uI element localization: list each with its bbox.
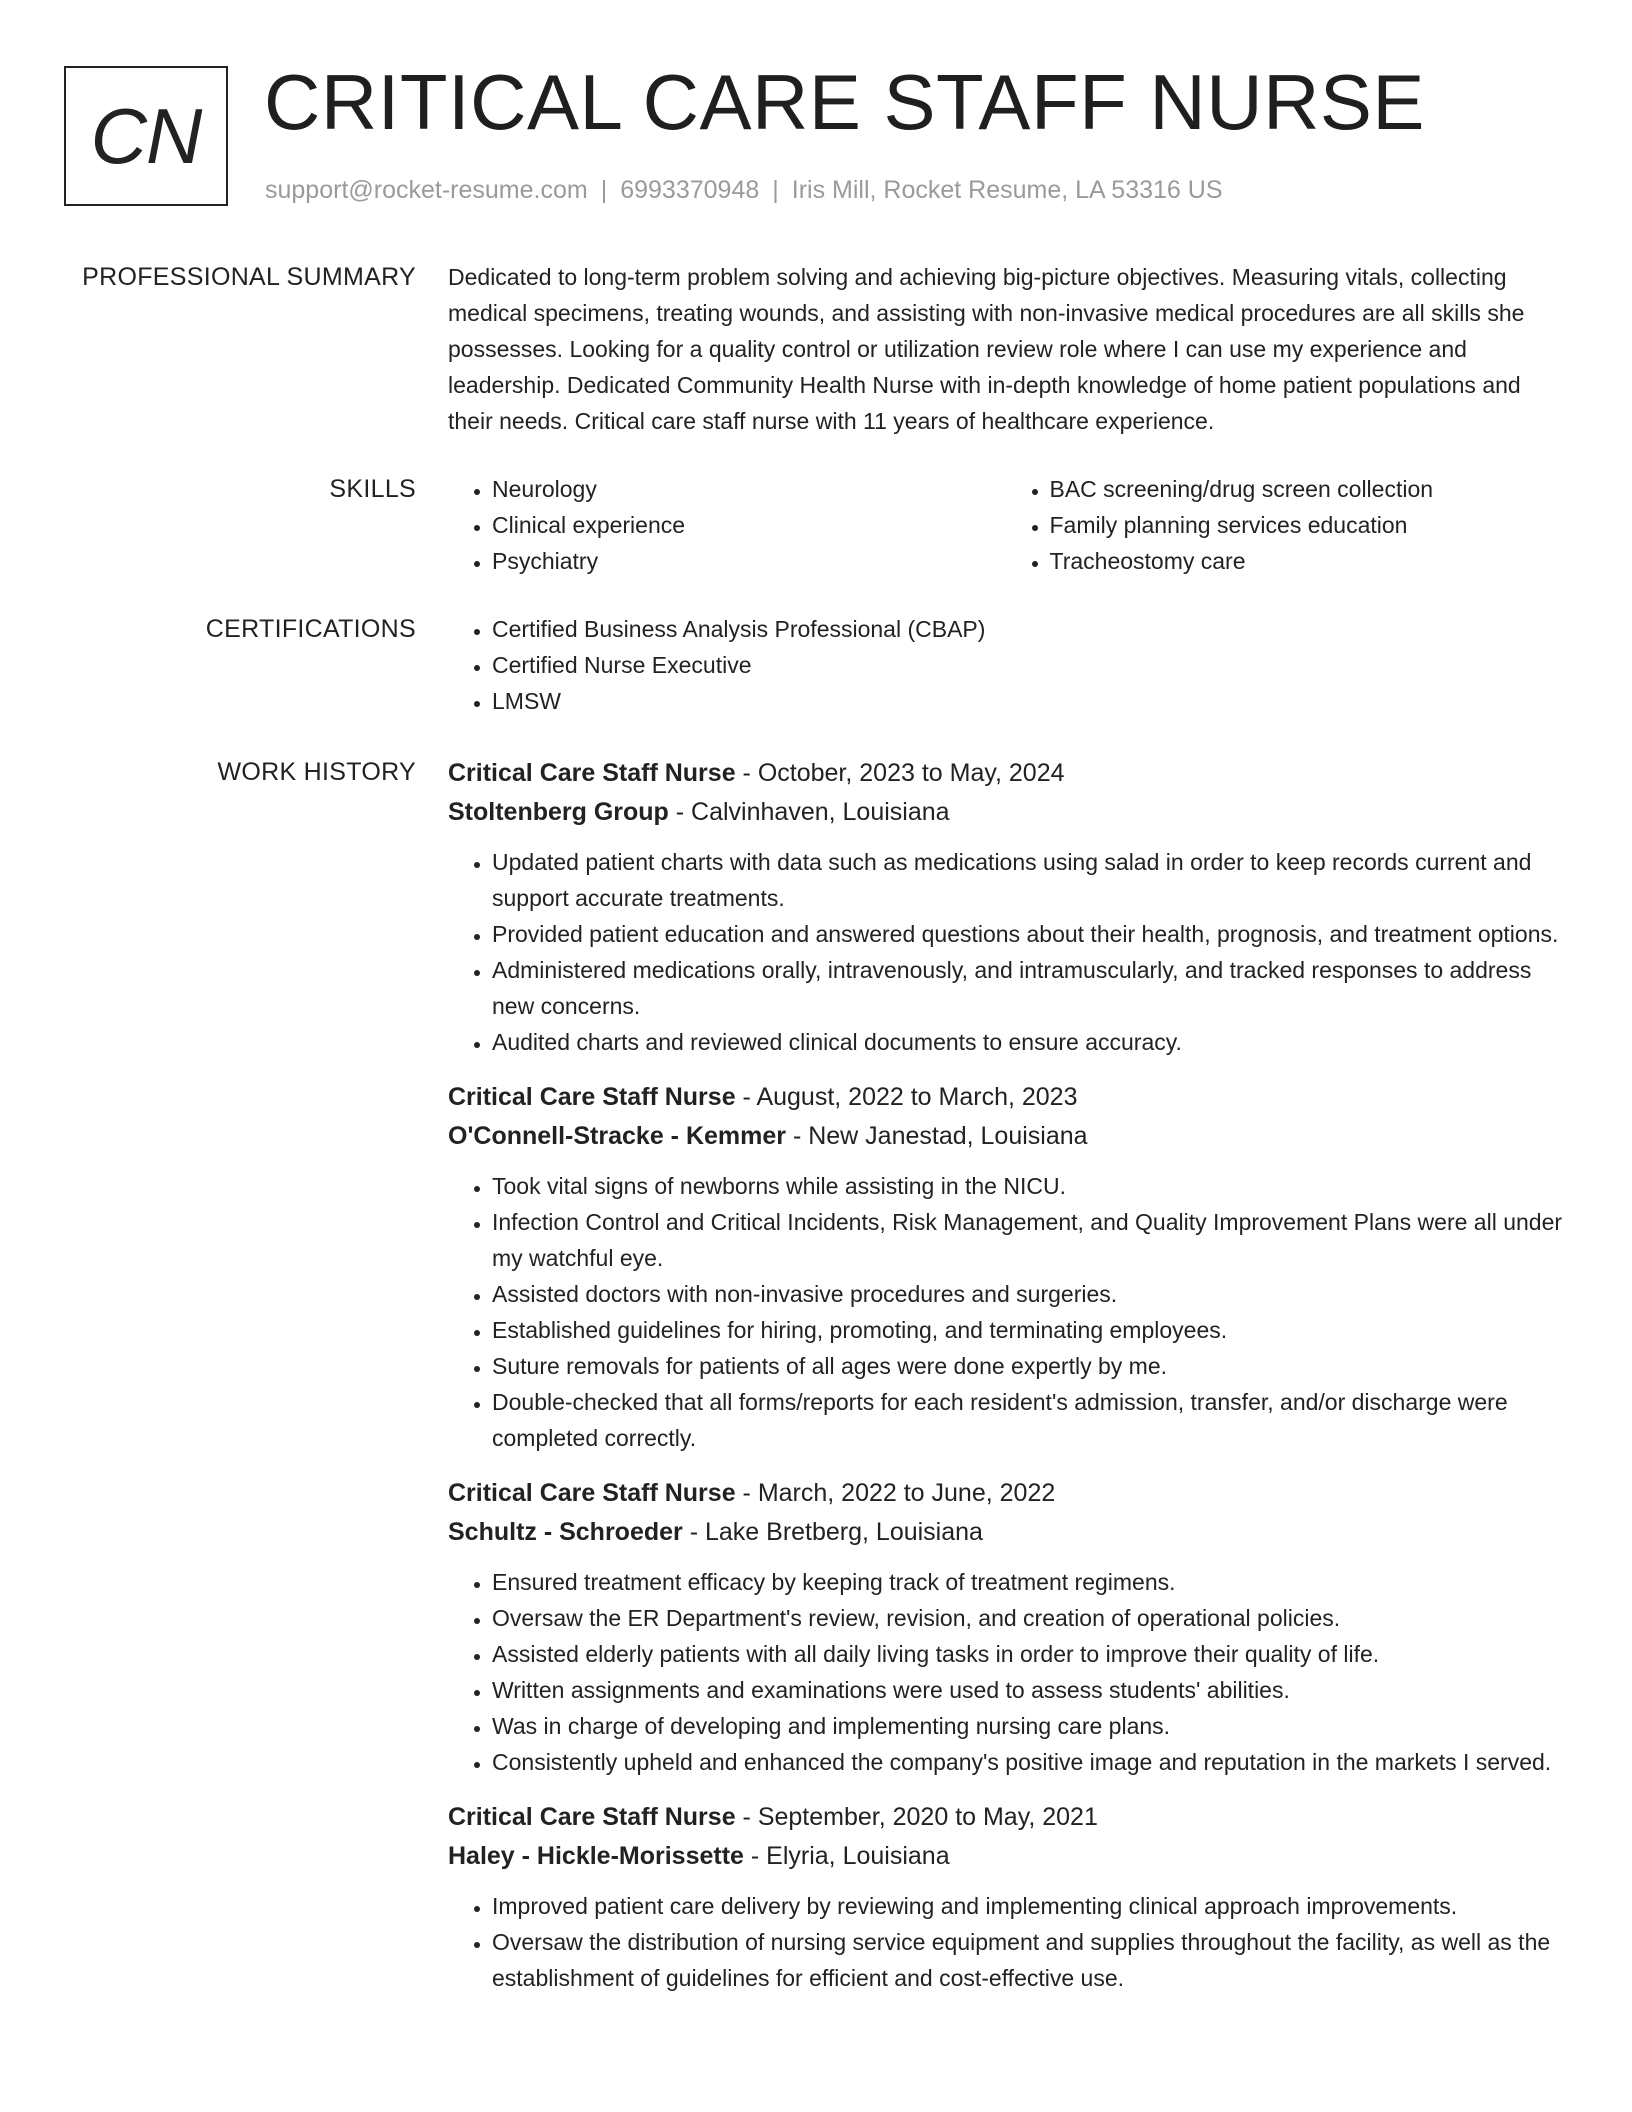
certification-item: • Certified Business Analysis Professional (CBAP) <box>492 611 1563 647</box>
job-bullet: • Oversaw the distribution of nursing service equipment and supplies throughout the facility, as well as the establishment of guidelines for efficient and cost-effective use. <box>492 1924 1563 1996</box>
job-bullet: • Suture removals for patients of all ages were done expertly by me. <box>492 1348 1563 1384</box>
certifications-body <box>448 611 1563 719</box>
skill-item: • Neurology <box>492 471 1006 507</box>
monogram-logo <box>64 66 228 206</box>
skills-list-right <box>1006 471 1564 579</box>
job-entry <box>448 1798 1563 1996</box>
skill-item: • Clinical experience <box>492 507 1006 543</box>
job-company: O'Connell-Stracke - Kemmer <box>448 1122 786 1150</box>
job-title-line <box>448 1474 1563 1513</box>
job-dates: - March, 2022 to June, 2022 <box>735 1479 1056 1507</box>
section-label-skills: SKILLS <box>329 475 416 503</box>
section-label-summary: PROFESSIONAL SUMMARY <box>82 263 416 291</box>
certification-item: • LMSW <box>492 683 1563 719</box>
skills-body <box>448 471 1563 579</box>
section-label-certifications: CERTIFICATIONS <box>205 615 416 643</box>
contact-separator: | <box>600 176 608 204</box>
job-entry <box>448 1474 1563 1780</box>
job-bullet: • Assisted elderly patients with all daily living tasks in order to improve their quality of life. <box>492 1636 1563 1672</box>
contact-email[interactable]: support@rocket-resume.com <box>265 176 588 204</box>
job-bullet: • Assisted doctors with non-invasive procedures and surgeries. <box>492 1276 1563 1312</box>
skill-item: • BAC screening/drug screen collection <box>1050 471 1564 507</box>
certification-item: • Certified Nurse Executive <box>492 647 1563 683</box>
resume-title: CRITICAL CARE STAFF NURSE <box>264 58 1425 146</box>
job-entry <box>448 754 1563 1060</box>
job-company: Haley - Hickle-Morissette <box>448 1842 744 1870</box>
job-location: - Calvinhaven, Louisiana <box>668 798 950 826</box>
job-entry <box>448 1078 1563 1456</box>
work-history-body <box>448 754 1563 2014</box>
job-dates: - October, 2023 to May, 2024 <box>735 759 1065 787</box>
job-bullet: • Improved patient care delivery by reviewing and implementing clinical approach improvements. <box>492 1888 1563 1924</box>
monogram-initials: CN <box>90 91 202 180</box>
job-title: Critical Care Staff Nurse <box>448 1479 736 1507</box>
job-location: - Elyria, Louisiana <box>743 1842 950 1870</box>
job-company: Schultz - Schroeder <box>448 1518 683 1546</box>
summary-body <box>448 259 1563 439</box>
job-location: - Lake Bretberg, Louisiana <box>682 1518 983 1546</box>
job-bullet: • Took vital signs of newborns while assisting in the NICU. <box>492 1168 1563 1204</box>
job-location: - New Janestad, Louisiana <box>786 1122 1088 1150</box>
section-label-work-history: WORK HISTORY <box>217 758 416 786</box>
job-title-line <box>448 1798 1563 1837</box>
job-title: Critical Care Staff Nurse <box>448 1083 736 1111</box>
job-bullet: • Updated patient charts with data such as medications using salad in order to keep records current and support accurate treatments. <box>492 844 1563 916</box>
job-bullet: • Written assignments and examinations were used to assess students' abilities. <box>492 1672 1563 1708</box>
job-bullets <box>448 1888 1563 1996</box>
job-bullet: • Consistently upheld and enhanced the company's positive image and reputation in the markets I served. <box>492 1744 1563 1780</box>
job-title: Critical Care Staff Nurse <box>448 1803 736 1831</box>
job-title-line <box>448 754 1563 793</box>
job-company-line <box>448 793 1563 832</box>
certifications-list <box>448 611 1563 719</box>
job-bullet: • Administered medications orally, intravenously, and intramuscularly, and tracked responses to address new concerns. <box>492 952 1563 1024</box>
summary-text: Dedicated to long-term problem solving and achieving big-picture objectives. Measuring vitals, collecting medical specimens, treating wounds, and assisting with non-invasive medical procedures are all skills she possesses. Looking for a quality control or utilization review role where I can use my experience and leadership. Dedicated Community Health Nurse with in-depth knowledge of home patient populations and their needs. Critical care staff nurse with 11 years of healthcare experience. <box>448 264 1525 434</box>
job-company-line <box>448 1117 1563 1156</box>
job-bullet: • Ensured treatment efficacy by keeping track of treatment regimens. <box>492 1564 1563 1600</box>
job-bullets <box>448 844 1563 1060</box>
contact-phone[interactable]: 6993370948 <box>620 176 760 204</box>
job-bullet: • Oversaw the ER Department's review, revision, and creation of operational policies. <box>492 1600 1563 1636</box>
contact-line <box>265 174 1223 206</box>
job-bullet: • Audited charts and reviewed clinical documents to ensure accuracy. <box>492 1024 1563 1060</box>
skill-item: • Family planning services education <box>1050 507 1564 543</box>
skills-list-left <box>448 471 1006 579</box>
job-bullet: • Established guidelines for hiring, promoting, and terminating employees. <box>492 1312 1563 1348</box>
job-title: Critical Care Staff Nurse <box>448 759 736 787</box>
job-dates: - September, 2020 to May, 2021 <box>735 1803 1098 1831</box>
contact-separator: | <box>772 176 779 204</box>
contact-address: Iris Mill, Rocket Resume, LA 53316 US <box>791 176 1223 204</box>
job-dates: - August, 2022 to March, 2023 <box>735 1083 1078 1111</box>
job-bullet: • Double-checked that all forms/reports for each resident's admission, transfer, and/or discharge were completed correctly. <box>492 1384 1563 1456</box>
skill-item: • Psychiatry <box>492 543 1006 579</box>
job-bullets <box>448 1564 1563 1780</box>
job-bullet: • Infection Control and Critical Incidents, Risk Management, and Quality Improvement Plans were all under my watchful eye. <box>492 1204 1563 1276</box>
job-bullet: • Was in charge of developing and implementing nursing care plans. <box>492 1708 1563 1744</box>
job-bullets <box>448 1168 1563 1456</box>
job-title-line <box>448 1078 1563 1117</box>
job-company: Stoltenberg Group <box>448 798 669 826</box>
job-company-line <box>448 1837 1563 1876</box>
job-bullet: • Provided patient education and answered questions about their health, prognosis, and treatment options. <box>492 916 1563 952</box>
job-company-line <box>448 1513 1563 1552</box>
skill-item: • Tracheostomy care <box>1050 543 1564 579</box>
